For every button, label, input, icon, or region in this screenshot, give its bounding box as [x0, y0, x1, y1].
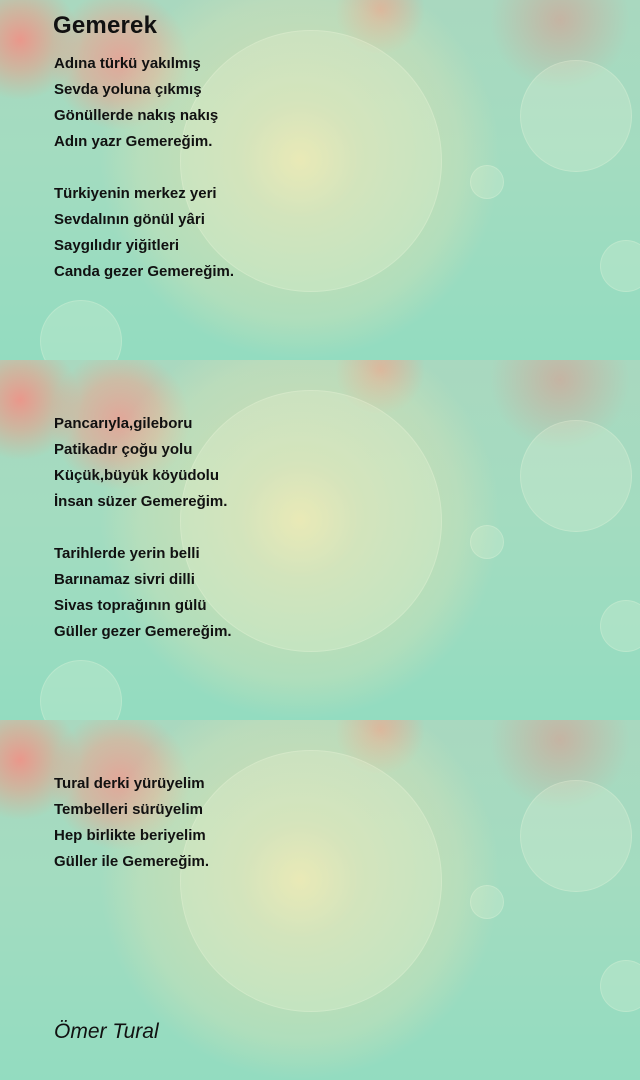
bokeh-circle — [600, 600, 640, 652]
bokeh-circle — [520, 60, 632, 172]
bokeh-circle — [470, 165, 504, 199]
bokeh-circle — [600, 240, 640, 292]
poem-line: Güller gezer Gemereğim. — [54, 623, 232, 640]
poem-line: Türkiyenin merkez yeri — [54, 185, 217, 202]
stanza-2 — [54, 181, 234, 285]
stanza-5 — [54, 771, 209, 875]
poem-author: Ömer Tural — [54, 1020, 159, 1043]
bokeh-circle — [40, 660, 122, 720]
poem-line: Gönüllerde nakış nakış — [54, 107, 219, 124]
background-panel-2 — [0, 360, 640, 720]
poem-line: Patikadır çoğu yolu — [54, 441, 193, 458]
poem-line: Pancarıyla,gileboru — [54, 415, 193, 432]
stanza-1 — [54, 51, 218, 155]
bokeh-circle — [40, 300, 122, 360]
poem-line: Saygılıdır yiğitleri — [54, 237, 180, 254]
background-panel-3 — [0, 720, 640, 1080]
poem-line: Adına türkü yakılmış — [54, 55, 201, 72]
poem-line: Sivas toprağının gülü — [54, 597, 207, 614]
bokeh-circle — [520, 780, 632, 892]
poem-line: Sevdalının gönül yâri — [54, 211, 205, 228]
bokeh-circle — [180, 750, 442, 1012]
poem-line: Tural derki yürüyelim — [54, 775, 205, 792]
stanza-3 — [54, 411, 227, 515]
bokeh-circle — [520, 420, 632, 532]
background-panel-1 — [0, 0, 640, 360]
bokeh-circle — [600, 960, 640, 1012]
poem-line: Güller ile Gemereğim. — [54, 853, 210, 870]
bokeh-circle — [470, 525, 504, 559]
stanza-4 — [54, 541, 232, 645]
poem-line: Barınamaz sivri dilli — [54, 571, 195, 588]
poem-line: Sevda yoluna çıkmış — [54, 81, 202, 98]
poem-line: Tembelleri sürüyelim — [54, 801, 203, 818]
poem-line: Hep birlikte beriyelim — [54, 827, 206, 844]
poem-line: Küçük,büyük köyüdolu — [54, 467, 220, 484]
poem-line: Canda gezer Gemereğim. — [54, 263, 235, 280]
poem-line: İnsan süzer Gemereğim. — [54, 493, 228, 510]
poem-title: Gemerek — [53, 12, 158, 39]
bokeh-circle — [470, 885, 504, 919]
poem-line: Tarihlerde yerin belli — [54, 545, 200, 562]
poem-line: Adın yazr Gemereğim. — [54, 133, 213, 150]
